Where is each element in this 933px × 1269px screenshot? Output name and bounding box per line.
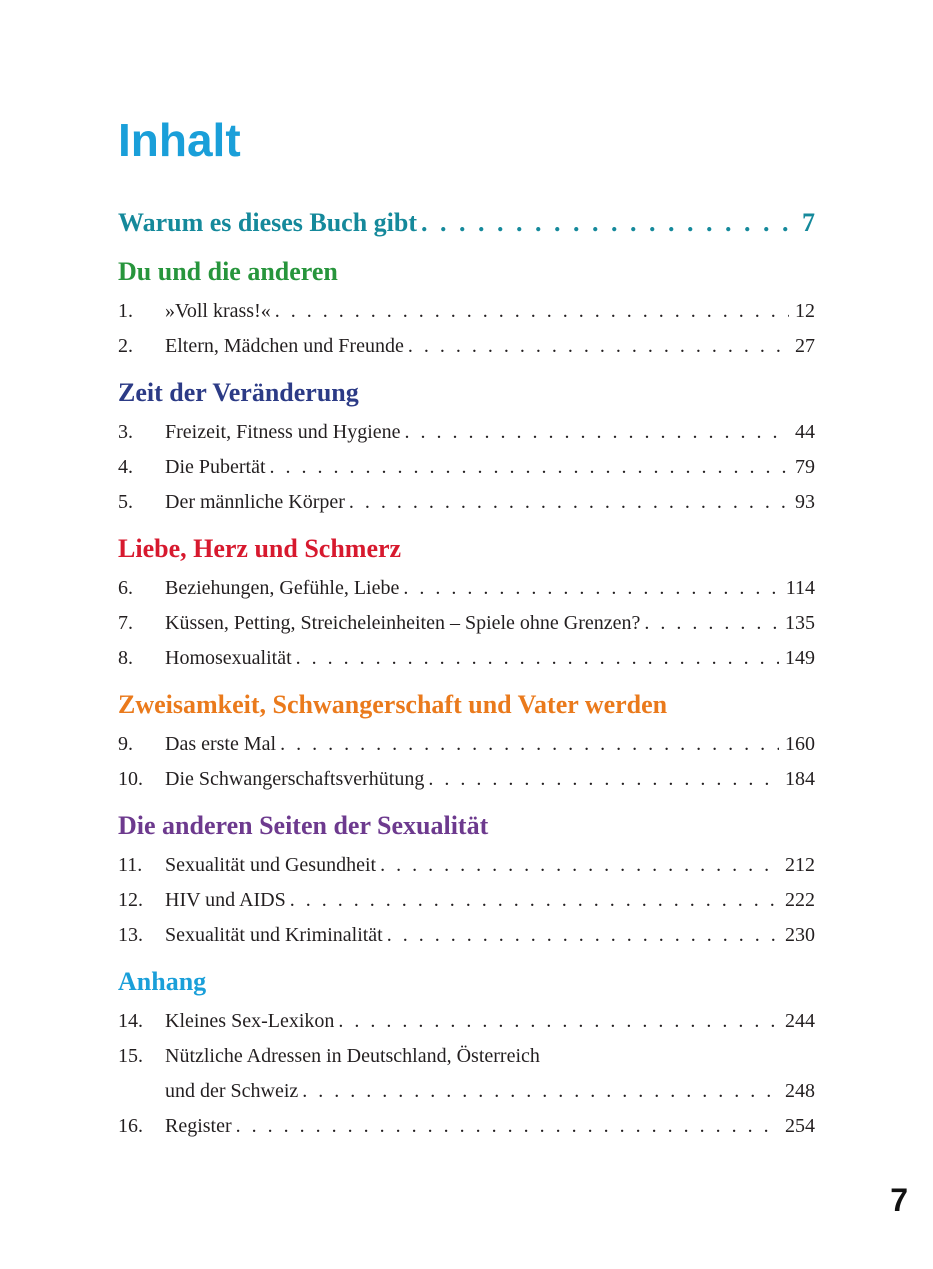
entry-page: 244 xyxy=(785,1010,815,1032)
entry-label: Der männliche Körper xyxy=(165,491,345,513)
toc-entry[interactable] xyxy=(118,606,815,641)
entry-page: 149 xyxy=(785,647,815,669)
entry-label: Kleines Sex-Lexikon xyxy=(165,1010,335,1032)
entry-number: 2. xyxy=(118,335,133,357)
section-heading: Liebe, Herz und Schmerz xyxy=(118,534,402,563)
toc-entry[interactable] xyxy=(118,641,815,676)
entry-label: Die Pubertät xyxy=(165,456,266,478)
toc-entry[interactable] xyxy=(118,415,815,450)
section-heading: Anhang xyxy=(118,967,207,996)
entry-page: 254 xyxy=(785,1115,815,1137)
entry-number: 13. xyxy=(118,924,143,946)
entry-label: Register xyxy=(165,1115,232,1137)
section-heading: Die anderen Seiten der Sexualität xyxy=(118,811,489,840)
dot-leader xyxy=(296,641,779,676)
dot-leader xyxy=(405,415,789,450)
entry-page: 222 xyxy=(785,889,815,911)
toc-section xyxy=(118,374,815,520)
entry-number: 4. xyxy=(118,456,133,478)
entry-label: Freizeit, Fitness und Hygiene xyxy=(165,421,401,443)
entry-number: 14. xyxy=(118,1010,143,1032)
entry-number: 10. xyxy=(118,768,143,790)
toc-entry[interactable] xyxy=(118,848,815,883)
toc-entry[interactable] xyxy=(118,450,815,485)
entry-label: HIV und AIDS xyxy=(165,889,286,911)
toc-entry[interactable] xyxy=(118,294,815,329)
dot-leader xyxy=(290,883,779,918)
dot-leader xyxy=(428,762,779,797)
entry-page: 44 xyxy=(795,421,815,443)
entry-number: 1. xyxy=(118,300,133,322)
toc-section xyxy=(118,807,815,953)
toc-entry[interactable] xyxy=(118,762,815,797)
toc-intro-page: 7 xyxy=(802,208,815,237)
entry-page: 184 xyxy=(785,768,815,790)
toc-entry[interactable] xyxy=(118,329,815,364)
entry-label: Homosexualität xyxy=(165,647,292,669)
toc-entry[interactable] xyxy=(118,883,815,918)
entry-page: 248 xyxy=(785,1080,815,1102)
toc-entry[interactable] xyxy=(118,1039,815,1074)
entry-label: Sexualität und Gesundheit xyxy=(165,854,377,876)
section-heading: Du und die anderen xyxy=(118,257,338,286)
entry-number: 5. xyxy=(118,491,133,513)
toc-section xyxy=(118,686,815,797)
table-of-contents xyxy=(118,200,815,1144)
dot-leader xyxy=(387,918,779,953)
dot-leader xyxy=(421,203,796,243)
entry-page: 79 xyxy=(795,456,815,478)
entry-label: »Voll krass!« xyxy=(165,300,271,322)
entry-page: 114 xyxy=(785,577,815,599)
entry-label: Die Schwangerschaftsverhütung xyxy=(165,768,425,790)
entry-number: 11. xyxy=(118,854,143,876)
entry-number: 3. xyxy=(118,421,133,443)
toc-section xyxy=(118,253,815,364)
entry-label-continuation: und der Schweiz xyxy=(165,1080,299,1102)
toc-entry[interactable] xyxy=(118,571,815,606)
toc-intro-label: Warum es dieses Buch gibt xyxy=(118,208,418,237)
entry-page: 212 xyxy=(785,854,815,876)
toc-section xyxy=(118,963,815,1144)
dot-leader xyxy=(236,1109,779,1144)
dot-leader xyxy=(349,485,789,520)
toc-entry[interactable] xyxy=(118,485,815,520)
entry-label: Nützliche Adressen in Deutschland, Österreich xyxy=(165,1045,540,1067)
entry-label: Eltern, Mädchen und Freunde xyxy=(165,335,404,357)
dot-leader xyxy=(338,1004,779,1039)
entry-number: 9. xyxy=(118,733,133,755)
entry-number: 7. xyxy=(118,612,133,634)
entry-number: 8. xyxy=(118,647,133,669)
entry-number: 6. xyxy=(118,577,133,599)
toc-sections xyxy=(118,253,815,1144)
entry-number: 15. xyxy=(118,1045,143,1067)
section-heading: Zeit der Veränderung xyxy=(118,378,359,407)
entry-label: Das erste Mal xyxy=(165,733,277,755)
dot-leader xyxy=(302,1074,779,1109)
toc-intro-entry[interactable] xyxy=(118,203,815,243)
toc-entry[interactable] xyxy=(118,1004,815,1039)
entry-label: Beziehungen, Gefühle, Liebe xyxy=(165,577,400,599)
dot-leader xyxy=(280,727,779,762)
dot-leader xyxy=(270,450,789,485)
entry-label: Sexualität und Kriminalität xyxy=(165,924,383,946)
entry-number: 12. xyxy=(118,889,143,911)
toc-entry[interactable] xyxy=(118,727,815,762)
entry-number: 16. xyxy=(118,1115,143,1137)
dot-leader xyxy=(408,329,789,364)
dot-leader xyxy=(380,848,779,883)
entry-page: 93 xyxy=(795,491,815,513)
section-heading: Zweisamkeit, Schwangerschaft und Vater werden xyxy=(118,690,668,719)
toc-entry-continuation[interactable] xyxy=(118,1074,815,1109)
page-title: Inhalt xyxy=(118,114,241,166)
entry-page: 12 xyxy=(795,300,815,322)
entry-page: 230 xyxy=(785,924,815,946)
toc-entry[interactable] xyxy=(118,1109,815,1144)
toc-section xyxy=(118,530,815,676)
toc-entry[interactable] xyxy=(118,918,815,953)
entry-page: 27 xyxy=(795,335,815,357)
dot-leader xyxy=(275,294,789,329)
entry-label: Küssen, Petting, Streicheleinheiten – Spiele ohne Grenzen? xyxy=(165,612,641,634)
entry-page: 160 xyxy=(785,733,815,755)
page-number: 7 xyxy=(890,1182,908,1218)
dot-leader xyxy=(644,606,779,641)
dot-leader xyxy=(403,571,779,606)
entry-page: 135 xyxy=(785,612,815,634)
